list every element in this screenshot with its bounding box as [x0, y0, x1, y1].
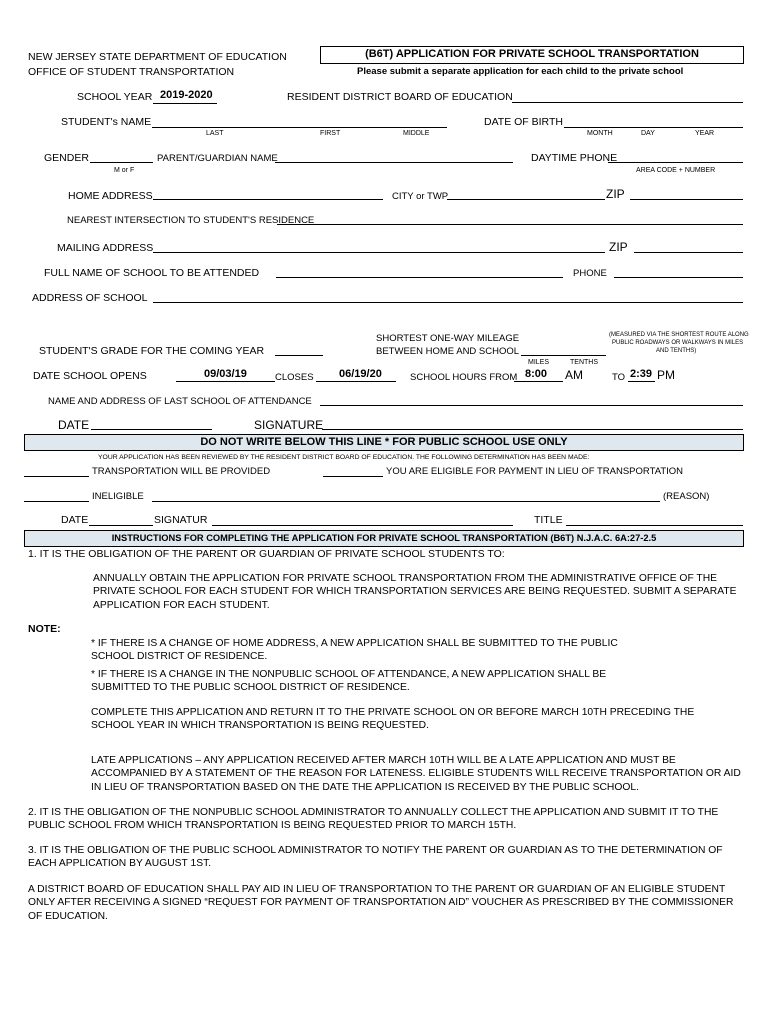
- date-label: DATE: [58, 418, 90, 432]
- resident-district-field[interactable]: [512, 102, 743, 103]
- name-last-hint: LAST: [206, 130, 224, 137]
- dob-label: DATE OF BIRTH: [484, 116, 563, 128]
- mailing-zip-field[interactable]: [634, 252, 743, 253]
- dept-name: NEW JERSEY STATE DEPARTMENT OF EDUCATION: [28, 51, 287, 63]
- home-address-field[interactable]: [153, 199, 383, 200]
- tenths-hint: TENTHS: [570, 359, 598, 366]
- mileage-note-1: (MEASURED VIA THE SHORTEST ROUTE ALONG: [609, 332, 749, 338]
- parent-name-label: PARENT/GUARDIAN NAME: [157, 153, 278, 164]
- mailing-address-label: MAILING ADDRESS: [57, 242, 154, 254]
- parent-name-field[interactable]: [275, 162, 513, 163]
- instruction-item-3: 3. IT IS THE OBLIGATION OF THE PUBLIC SCHOOL ADMINISTRATOR TO NOTIFY THE PARENT OR GUARDIAN AS TO THE DETERMINATION OF EACH APPLICATION BY AUGUST 1ST.: [28, 845, 723, 870]
- school-year-value[interactable]: 2019-2020: [160, 89, 213, 101]
- name-middle-hint: MIDDLE: [403, 130, 430, 137]
- zip-label: ZIP: [606, 187, 625, 201]
- intersection-field[interactable]: [277, 224, 743, 225]
- ineligible-label: INELIGIBLE: [92, 491, 144, 502]
- form-title: (B6T) APPLICATION FOR PRIVATE SCHOOL TRANSPORTATION: [320, 46, 744, 64]
- dob-field[interactable]: [564, 127, 743, 128]
- school-name-label: FULL NAME OF SCHOOL TO BE ATTENDED: [44, 267, 260, 279]
- office-title-field[interactable]: [566, 525, 743, 526]
- signature-field[interactable]: [322, 429, 743, 430]
- name-first-hint: FIRST: [320, 130, 341, 137]
- mileage-note-3: AND TENTHS): [656, 348, 697, 354]
- hours-to-value[interactable]: 2:39: [630, 368, 653, 380]
- office-date-field[interactable]: [89, 525, 153, 526]
- school-address-label: ADDRESS OF SCHOOL: [32, 292, 148, 304]
- student-name-field[interactable]: [152, 127, 447, 128]
- aid-eligible-label: YOU ARE ELIGIBLE FOR PAYMENT IN LIEU OF TRANSPORTATION: [386, 466, 684, 477]
- mileage-note-2: PUBLIC ROADWAYS OR WALKWAYS IN MILES: [612, 340, 744, 346]
- home-address-label: HOME ADDRESS: [68, 190, 153, 202]
- reason-field[interactable]: [152, 501, 660, 502]
- resident-district-label: RESIDENT DISTRICT BOARD OF EDUCATION: [287, 91, 513, 103]
- am-label: AM: [565, 368, 583, 382]
- opens-line: [176, 381, 275, 382]
- instruction-p3: LATE APPLICATIONS – ANY APPLICATION RECEIVED AFTER MARCH 10TH WILL BE A LATE APPLICATION AND MUST BE ACCOMPANIED BY A STATEMENT OF THE REASON FOR LATENESS. ELIGIBLE STUDENTS WILL RECEIVE TRANSPORTATION OR AID IN LIEU OF TRANSPORTATION BASED ON THE DATE THE APPLICATION IS RECEIVED BY THE PUBLIC SCHOOL.: [91, 755, 741, 793]
- gender-label: GENDER: [44, 152, 89, 164]
- zip-field[interactable]: [630, 199, 743, 200]
- school-phone-field[interactable]: [614, 277, 743, 278]
- mileage-field[interactable]: [521, 355, 606, 356]
- closes-label: CLOSES: [275, 372, 314, 383]
- instruction-item-1: 1. IT IS THE OBLIGATION OF THE PARENT OR GUARDIAN OF PRIVATE SCHOOL STUDENTS TO:: [28, 548, 505, 560]
- city-field[interactable]: [447, 199, 605, 200]
- school-year-label: SCHOOL YEAR: [77, 91, 153, 103]
- instruction-p1: ANNUALLY OBTAIN THE APPLICATION FOR PRIVATE SCHOOL TRANSPORTATION FROM THE ADMINISTRATIVE OFFICE OF THE PRIVATE SCHOOL FOR EACH STUDENT FOR WHICH TRANSPORTATION SERVICES ARE BEING REQUESTED. SUBMIT A SEPARATE APPLICATION FOR EACH STUDENT.: [93, 573, 737, 611]
- phone-hint: AREA CODE + NUMBER: [636, 167, 716, 174]
- closes-value[interactable]: 06/19/20: [339, 368, 382, 380]
- aid-check-line[interactable]: [323, 476, 383, 477]
- to-label: TO: [612, 372, 626, 383]
- dob-day-hint: DAY: [641, 130, 655, 137]
- opens-label: DATE SCHOOL OPENS: [33, 370, 147, 382]
- grade-field[interactable]: [275, 355, 323, 356]
- grade-label: STUDENT'S GRADE FOR THE COMING YEAR: [39, 345, 265, 357]
- note-school-change: * IF THERE IS A CHANGE IN THE NONPUBLIC SCHOOL OF ATTENDANCE, A NEW APPLICATION SHALL BE SUBMITTED TO THE PUBLIC SCHOOL DISTRICT OF RESIDENCE.: [91, 669, 607, 694]
- daytime-phone-label: DAYTIME PHONE: [531, 152, 618, 164]
- hours-to-line: [628, 381, 655, 382]
- student-name-label: STUDENT's NAME: [61, 116, 152, 128]
- office-signature-label: SIGNATUR: [154, 514, 208, 526]
- opens-value[interactable]: 09/03/19: [204, 368, 247, 380]
- city-label: CITY or TWP: [392, 191, 449, 202]
- closes-line: [316, 381, 396, 382]
- pm-label: PM: [657, 368, 675, 382]
- mileage-label-2: BETWEEN HOME AND SCHOOL: [376, 346, 520, 357]
- ineligible-check-line[interactable]: [24, 501, 89, 502]
- office-date-label: DATE: [61, 514, 89, 526]
- transport-provided-label: TRANSPORTATION WILL BE PROVIDED: [92, 466, 271, 477]
- office-signature-field[interactable]: [212, 525, 513, 526]
- hours-from-value[interactable]: 8:00: [525, 368, 548, 380]
- school-name-field[interactable]: [276, 277, 563, 278]
- last-school-label: NAME AND ADDRESS OF LAST SCHOOL OF ATTENDANCE: [48, 396, 312, 407]
- dob-month-hint: MONTH: [587, 130, 613, 137]
- office-use-banner: DO NOT WRITE BELOW THIS LINE * FOR PUBLIC SCHOOL USE ONLY: [24, 434, 744, 451]
- note-address-change: * IF THERE IS A CHANGE OF HOME ADDRESS, A NEW APPLICATION SHALL BE SUBMITTED TO THE PUBLIC SCHOOL DISTRICT OF RESIDENCE.: [91, 638, 618, 663]
- mailing-zip-label: ZIP: [609, 240, 628, 254]
- signature-label: SIGNATURE: [254, 418, 324, 432]
- note-label: NOTE:: [28, 623, 61, 635]
- instruction-p2: COMPLETE THIS APPLICATION AND RETURN IT TO THE PRIVATE SCHOOL ON OR BEFORE MARCH 10TH PRECEDING THE SCHOOL YEAR IN WHICH TRANSPORTATION IS BEING REQUESTED.: [91, 707, 695, 732]
- gender-field[interactable]: [90, 162, 153, 163]
- review-note: YOUR APPLICATION HAS BEEN REVIEWED BY THE RESIDENT DISTRICT BOARD OF EDUCATION. THE FOLLOWING DETERMINATION HAS BEEN MADE:: [98, 454, 590, 461]
- office-name: OFFICE OF STUDENT TRANSPORTATION: [28, 66, 235, 78]
- mailing-address-field[interactable]: [153, 252, 605, 253]
- instructions-banner: INSTRUCTIONS FOR COMPLETING THE APPLICATION FOR PRIVATE SCHOOL TRANSPORTATION (B6T) N.J.A.C. 6A:27-2.5: [24, 530, 744, 547]
- reason-label: (REASON): [663, 491, 710, 502]
- mileage-label-1: SHORTEST ONE-WAY MILEAGE: [376, 333, 520, 344]
- gender-hint: M or F: [114, 167, 135, 174]
- school-address-field[interactable]: [153, 302, 743, 303]
- dob-year-hint: YEAR: [695, 130, 715, 137]
- daytime-phone-field[interactable]: [608, 162, 743, 163]
- last-school-field[interactable]: [320, 405, 743, 406]
- intersection-label: NEAREST INTERSECTION TO STUDENT'S RESIDENCE: [67, 215, 315, 226]
- instruction-item-2: 2. IT IS THE OBLIGATION OF THE NONPUBLIC SCHOOL ADMINISTRATOR TO ANNUALLY COLLECT THE APPLICATION AND SUBMIT IT TO THE PUBLIC SCHOOL FROM WHICH TRANSPORTATION IS BEING REQUESTED PRIOR TO MARCH 15TH.: [28, 807, 719, 832]
- hours-from-line: [514, 381, 563, 382]
- form-subtitle: Please submit a separate application for each child to the private school: [357, 66, 684, 77]
- date-field[interactable]: [91, 429, 212, 430]
- instruction-final: A DISTRICT BOARD OF EDUCATION SHALL PAY AID IN LIEU OF TRANSPORTATION TO THE PARENT OR GUARDIAN OF AN ELIGIBLE STUDENT ONLY AFTER RECEIVING A SIGNED “REQUEST FOR PAYMENT OF TRANSPORTATION AID” VOUCHER AS PRESCRIBED BY THE COMMISSIONER OF EDUCATION.: [28, 884, 734, 922]
- school-year-line: [153, 103, 217, 104]
- school-phone-label: PHONE: [573, 268, 607, 279]
- provided-check-line[interactable]: [24, 476, 89, 477]
- miles-hint: MILES: [528, 359, 550, 366]
- hours-label: SCHOOL HOURS FROM: [410, 372, 518, 383]
- office-title-label: TITLE: [534, 514, 563, 526]
